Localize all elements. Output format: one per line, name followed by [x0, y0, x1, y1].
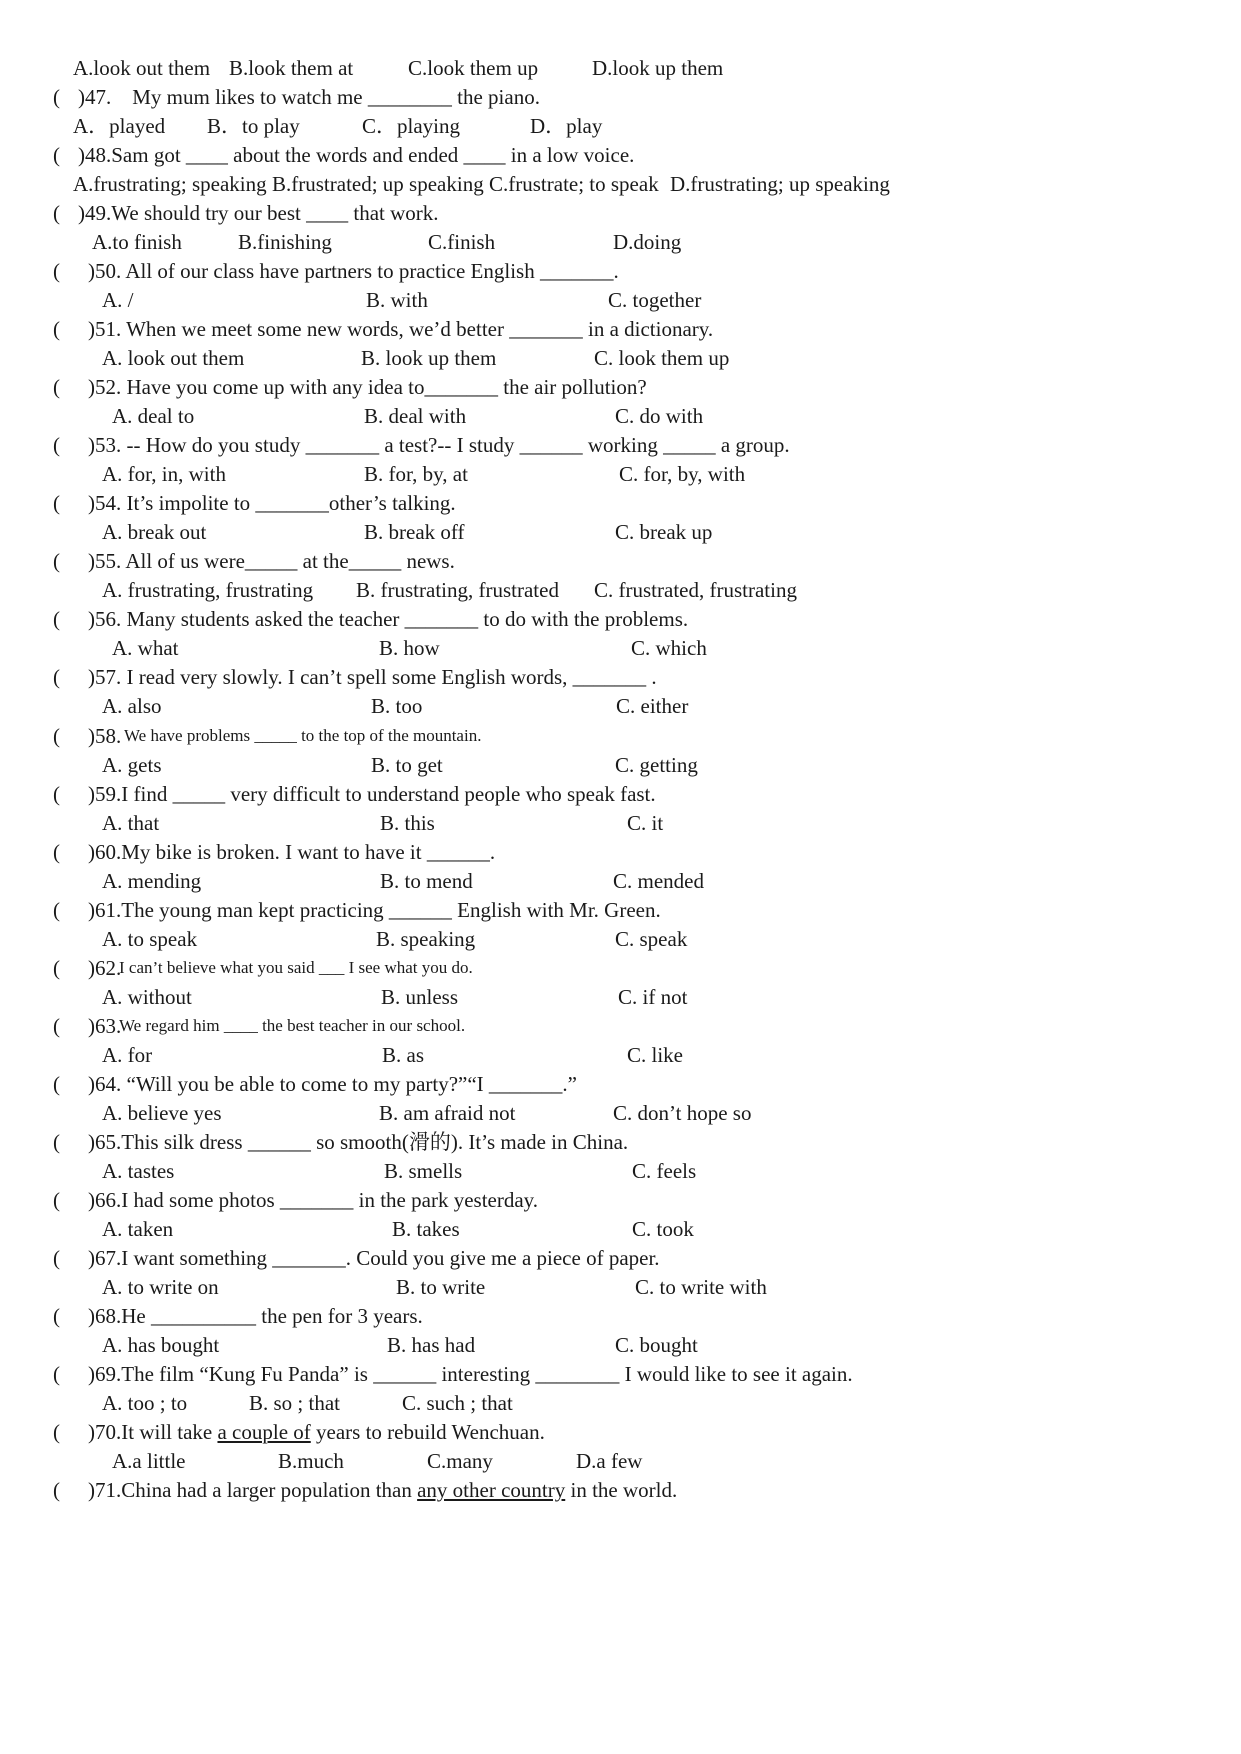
q51-stem-line — [0, 314, 1241, 344]
q55-option-a: A. frustrating, frustrating — [102, 578, 314, 602]
q52-option-a: A. deal to — [112, 404, 195, 428]
q61-option-c: C. speak — [615, 927, 688, 951]
q46-option-d: D.look up them — [592, 56, 724, 80]
q49-stem-line — [0, 198, 1241, 228]
q46-option-a: A.look out them — [73, 56, 211, 80]
q70-stem-post: years to rebuild Wenchuan. — [310, 1420, 545, 1444]
q47-option-d: D．play — [530, 114, 603, 138]
q62-option-a: A. without — [102, 985, 192, 1009]
q53-option-a: A. for, in, with — [102, 462, 226, 486]
answer-paren: ( — [53, 433, 60, 457]
q58-stem: We have problems _____ to the top of the mountain. — [124, 726, 482, 745]
q51-options — [0, 343, 1241, 373]
q70-underlined-phrase: a couple of — [217, 1420, 311, 1444]
q50-options — [0, 285, 1241, 315]
q64-option-c: C. don’t hope so — [613, 1101, 752, 1125]
q57-options — [0, 691, 1241, 721]
answer-paren: ( — [53, 956, 60, 980]
q63-stem-line — [0, 1011, 1241, 1041]
q70-option-b: B.much — [278, 1449, 344, 1473]
q71-stem-pre: )71.China had a larger population than — [88, 1478, 418, 1502]
answer-paren: ( — [53, 1188, 60, 1212]
answer-paren: ( — [53, 143, 60, 167]
q68-option-a: A. has bought — [102, 1333, 220, 1357]
answer-paren: ( — [53, 782, 60, 806]
q48-option-a: A.frustrating; speaking — [73, 172, 267, 196]
q47-option-b: B．to play — [207, 114, 300, 138]
answer-paren: ( — [53, 259, 60, 283]
q62-option-c: C. if not — [618, 985, 688, 1009]
q69-option-a: A. too ; to — [102, 1391, 188, 1415]
q54-option-c: C. break up — [615, 520, 713, 544]
q57-stem-line — [0, 662, 1241, 692]
q57-stem: )57. I read very slowly. I can’t spell some English words, _______ . — [88, 665, 657, 689]
q71-stem — [88, 1475, 677, 1505]
q53-option-b: B. for, by, at — [364, 462, 468, 486]
q50-option-c: C. together — [608, 288, 702, 312]
q52-options — [0, 401, 1241, 431]
q57-option-c: C. either — [616, 694, 689, 718]
q48-options — [0, 169, 1241, 199]
q62-option-b: B. unless — [381, 985, 459, 1009]
q49-option-a: A.to finish — [92, 230, 182, 254]
q67-options — [0, 1272, 1241, 1302]
q69-options — [0, 1388, 1241, 1418]
answer-paren: ( — [53, 375, 60, 399]
q53-stem-line — [0, 430, 1241, 460]
answer-paren: ( — [53, 1072, 60, 1096]
q59-option-b: B. this — [380, 811, 435, 835]
q63-number: )63. — [88, 1014, 122, 1038]
q69-option-c: C. such ; that — [402, 1391, 513, 1415]
q49-options — [0, 227, 1241, 257]
q56-stem: )56. Many students asked the teacher _______ to do with the problems. — [88, 607, 689, 631]
q59-options — [0, 808, 1241, 838]
q60-options — [0, 866, 1241, 896]
q66-options — [0, 1214, 1241, 1244]
q60-option-b: B. to mend — [380, 869, 473, 893]
q67-option-c: C. to write with — [635, 1275, 767, 1299]
q64-options — [0, 1098, 1241, 1128]
q64-stem-line — [0, 1069, 1241, 1099]
q70-stem — [88, 1417, 545, 1447]
q68-stem-line — [0, 1301, 1241, 1331]
q59-stem: )59.I find _____ very difficult to understand people who speak fast. — [88, 782, 656, 806]
q59-option-a: A. that — [102, 811, 160, 835]
q64-option-b: B. am afraid not — [379, 1101, 516, 1125]
q55-stem-line — [0, 546, 1241, 576]
q59-option-c: C. it — [627, 811, 664, 835]
q66-option-b: B. takes — [392, 1217, 460, 1241]
q49-option-c: C.finish — [428, 230, 496, 254]
q63-option-c: C. like — [627, 1043, 683, 1067]
answer-paren: ( — [53, 607, 60, 631]
q60-option-a: A. mending — [102, 869, 202, 893]
q48-option-b: B.frustrated; up speaking — [272, 172, 484, 196]
answer-paren: ( — [53, 1304, 60, 1328]
q63-options — [0, 1040, 1241, 1070]
answer-paren: ( — [53, 1014, 60, 1038]
q49-option-d: D.doing — [613, 230, 682, 254]
q68-stem: )68.He __________ the pen for 3 years. — [88, 1304, 423, 1328]
q66-stem-line — [0, 1185, 1241, 1215]
q58-number: )58. — [88, 724, 122, 748]
q54-stem: )54. It’s impolite to _______other’s talking. — [88, 491, 456, 515]
answer-paren: ( — [53, 85, 60, 109]
q53-option-c: C. for, by, with — [619, 462, 746, 486]
q70-option-a: A.a little — [112, 1449, 186, 1473]
q56-options — [0, 633, 1241, 663]
q47-stem: )47. My mum likes to watch me ________ the piano. — [78, 85, 540, 109]
q48-option-c: C.frustrate; to speak — [489, 172, 659, 196]
answer-paren: ( — [53, 549, 60, 573]
q47-options — [0, 111, 1241, 141]
q56-stem-line — [0, 604, 1241, 634]
q50-option-a: A. / — [102, 288, 134, 312]
answer-paren: ( — [53, 665, 60, 689]
q71-stem-line — [0, 1475, 1241, 1505]
q65-option-b: B. smells — [384, 1159, 463, 1183]
q58-stem-line — [0, 721, 1241, 751]
q66-stem: )66.I had some photos _______ in the park yesterday. — [88, 1188, 539, 1212]
q69-option-b: B. so ; that — [249, 1391, 341, 1415]
q61-options — [0, 924, 1241, 954]
q49-option-b: B.finishing — [238, 230, 332, 254]
q67-stem-line — [0, 1243, 1241, 1273]
q57-option-b: B. too — [371, 694, 423, 718]
q47-stem-line — [0, 82, 1241, 112]
q68-options — [0, 1330, 1241, 1360]
q55-option-c: C. frustrated, frustrating — [594, 578, 797, 602]
q65-option-c: C. feels — [632, 1159, 697, 1183]
q54-options — [0, 517, 1241, 547]
q52-stem-line — [0, 372, 1241, 402]
q61-option-a: A. to speak — [102, 927, 198, 951]
q56-option-c: C. which — [631, 636, 707, 660]
q65-stem-line — [0, 1127, 1241, 1157]
q62-options — [0, 982, 1241, 1012]
q54-option-a: A. break out — [102, 520, 207, 544]
q47-option-c: C．playing — [362, 114, 460, 138]
q68-option-b: B. has had — [387, 1333, 476, 1357]
answer-paren: ( — [53, 201, 60, 225]
q66-option-a: A. taken — [102, 1217, 174, 1241]
q52-stem: )52. Have you come up with any idea to_______ the air pollution? — [88, 375, 647, 399]
q62-number: )62. — [88, 956, 122, 980]
q50-option-b: B. with — [366, 288, 428, 312]
q56-option-a: A. what — [112, 636, 179, 660]
q52-option-c: C. do with — [615, 404, 704, 428]
q69-stem-line — [0, 1359, 1241, 1389]
q58-option-c: C. getting — [615, 753, 698, 777]
answer-paren: ( — [53, 1246, 60, 1270]
q46-option-c: C.look them up — [408, 56, 539, 80]
answer-paren: ( — [53, 1362, 60, 1386]
q65-stem: )65.This silk dress ______ so smooth(滑的). It’s made in China. — [88, 1130, 629, 1154]
q46-options — [0, 53, 1241, 83]
q61-stem: )61.The young man kept practicing ______ English with Mr. Green. — [88, 898, 661, 922]
q66-option-c: C. took — [632, 1217, 694, 1241]
q63-option-b: B. as — [382, 1043, 424, 1067]
q56-option-b: B. how — [379, 636, 440, 660]
q55-options — [0, 575, 1241, 605]
q71-stem-post: in the world. — [565, 1478, 678, 1502]
q70-options — [0, 1446, 1241, 1476]
q51-option-a: A. look out them — [102, 346, 245, 370]
q50-stem: )50. All of our class have partners to practice English _______. — [88, 259, 619, 283]
q64-stem: )64. “Will you be able to come to my party?”“I _______.” — [88, 1072, 577, 1096]
q57-option-a: A. also — [102, 694, 162, 718]
q48-option-d: D.frustrating; up speaking — [670, 172, 890, 196]
answer-paren: ( — [53, 1130, 60, 1154]
q46-option-b: B.look them at — [229, 56, 354, 80]
q70-stem-pre: )70.It will take — [88, 1420, 218, 1444]
q53-options — [0, 459, 1241, 489]
q62-stem-line — [0, 953, 1241, 983]
q65-option-a: A. tastes — [102, 1159, 175, 1183]
answer-paren: ( — [53, 724, 60, 748]
q54-stem-line — [0, 488, 1241, 518]
q53-stem: )53. -- How do you study _______ a test?-- I study ______ working _____ a group. — [88, 433, 790, 457]
q55-stem: )55. All of us were_____ at the_____ news. — [88, 549, 455, 573]
q71-underlined-phrase: any other country — [417, 1478, 566, 1502]
q48-stem: )48.Sam got ____ about the words and ended ____ in a low voice. — [78, 143, 635, 167]
q49-stem: )49.We should try our best ____ that work. — [78, 201, 439, 225]
q54-option-b: B. break off — [364, 520, 465, 544]
q69-stem: )69.The film “Kung Fu Panda” is ______ interesting ________ I would like to see it again. — [88, 1362, 853, 1386]
q61-stem-line — [0, 895, 1241, 925]
q58-option-a: A. gets — [102, 753, 162, 777]
q67-option-a: A. to write on — [102, 1275, 219, 1299]
q63-option-a: A. for — [102, 1043, 153, 1067]
q52-option-b: B. deal with — [364, 404, 467, 428]
q50-stem-line — [0, 256, 1241, 286]
answer-paren: ( — [53, 840, 60, 864]
q70-option-d: D.a few — [576, 1449, 643, 1473]
q58-options — [0, 750, 1241, 780]
q51-stem: )51. When we meet some new words, we’d better _______ in a dictionary. — [88, 317, 714, 341]
q70-stem-line — [0, 1417, 1241, 1447]
q59-stem-line — [0, 779, 1241, 809]
q70-option-c: C.many — [427, 1449, 493, 1473]
q67-option-b: B. to write — [396, 1275, 486, 1299]
q58-option-b: B. to get — [371, 753, 443, 777]
q65-options — [0, 1156, 1241, 1186]
q51-option-b: B. look up them — [361, 346, 497, 370]
q55-option-b: B. frustrating, frustrated — [356, 578, 559, 602]
q60-stem-line — [0, 837, 1241, 867]
answer-paren: ( — [53, 317, 60, 341]
q47-option-a: A．played — [73, 114, 166, 138]
q63-stem: We regard him ____ the best teacher in our school. — [119, 1016, 466, 1035]
answer-paren: ( — [53, 898, 60, 922]
q67-stem: )67.I want something _______. Could you give me a piece of paper. — [88, 1246, 660, 1270]
q61-option-b: B. speaking — [376, 927, 476, 951]
q62-stem: I can’t believe what you said ___ I see what you do. — [119, 958, 473, 977]
q64-option-a: A. believe yes — [102, 1101, 222, 1125]
q60-stem: )60.My bike is broken. I want to have it ______. — [88, 840, 496, 864]
q48-stem-line — [0, 140, 1241, 170]
q51-option-c: C. look them up — [594, 346, 730, 370]
answer-paren: ( — [53, 491, 60, 515]
q60-option-c: C. mended — [613, 869, 704, 893]
answer-paren: ( — [53, 1420, 60, 1444]
q68-option-c: C. bought — [615, 1333, 698, 1357]
answer-paren: ( — [53, 1478, 60, 1502]
